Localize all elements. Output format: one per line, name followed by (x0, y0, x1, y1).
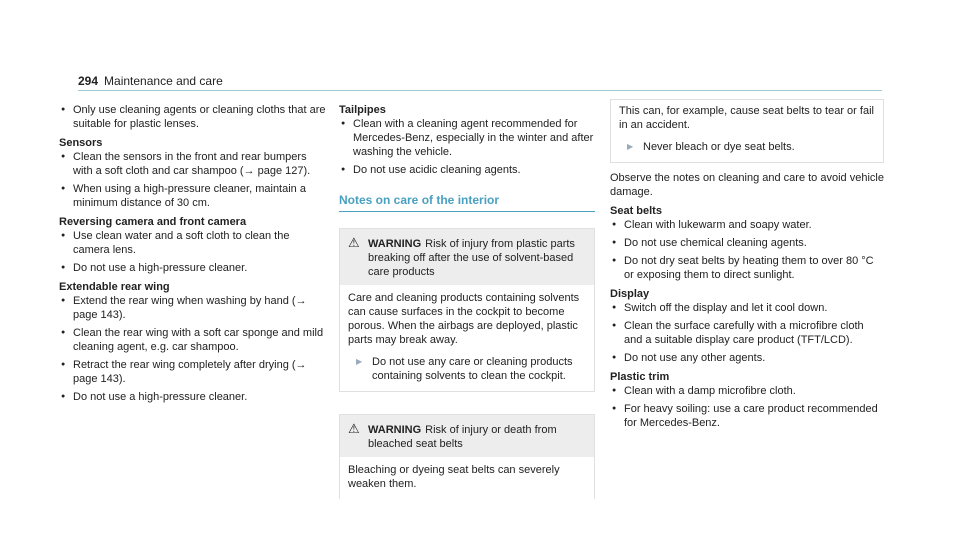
list-item: ● Do not use chemical cleaning agents. (610, 236, 884, 250)
warning-label: WARNING (368, 424, 422, 436)
list-item: ● Do not use a high-pressure cleaner. (59, 390, 327, 404)
warning-box (339, 228, 595, 392)
warning-box (339, 414, 595, 499)
warning-title: Risk of injury or death from bleached seat belts (368, 424, 557, 450)
page-number: 294 (78, 74, 99, 88)
list-item: ● Do not dry seat belts by heating them to over 80 °C or exposing them to direct sunlight. (610, 254, 884, 282)
list-item: ● Only use cleaning agents or cleaning cloths that are suitable for plastic lenses. (59, 103, 327, 131)
list-item: ● Do not use acidic cleaning agents. (339, 163, 595, 177)
column-1 (59, 103, 327, 408)
warning-icon: ⚠ (348, 421, 360, 436)
warning-action: ▶ Never bleach or dye seat belts. (619, 140, 875, 154)
camera-heading: Reversing camera and front camera (59, 216, 247, 228)
list-item: ● When using a high-pressure cleaner, maintain a minimum distance of 30 cm. (59, 182, 327, 210)
warning-body: Bleaching or dyeing seat belts can severely weaken them. (348, 464, 560, 490)
warning-action: ▶ Do not use any care or cleaning products containing solvents to clean the cockpit. (348, 355, 586, 383)
observe-text: Observe the notes on cleaning and care to avoid vehicle damage. (610, 172, 884, 198)
list-item: ● Clean the rear wing with a soft car sponge and mild cleaning agent, e.g. car shampoo. (59, 326, 327, 354)
warning-icon: ⚠ (348, 235, 360, 250)
column-2 (339, 103, 595, 499)
notes-title: Notes on care of the interior (339, 193, 595, 212)
warning-body: Care and cleaning products containing solvents can cause surfaces in the cockpit to become porous. When the airbags are deployed, plastic parts may break away. (348, 292, 580, 346)
list-item: ● Retract the rear wing completely after drying (→ page 143). (59, 358, 327, 386)
plastic-trim-heading: Plastic trim (610, 371, 670, 383)
sensors-heading: Sensors (59, 137, 103, 149)
display-heading: Display (610, 288, 650, 300)
list-item: ● Clean the surface carefully with a microfibre cloth and a suitable display care product (TFT/LCD). (610, 319, 884, 347)
seat-belts-heading: Seat belts (610, 205, 662, 217)
warning-continuation (610, 99, 884, 163)
warning-title: Risk of injury from plastic parts breaking off after the use of solvent-based care products (368, 238, 575, 278)
warning-label: WARNING (368, 238, 422, 250)
header-rule (78, 90, 882, 91)
list-item: ● Extend the rear wing when washing by hand (→ page 143). (59, 294, 327, 322)
warning-body: This can, for example, cause seat belts to tear or fail in an accident. (619, 105, 874, 131)
column-3 (610, 103, 884, 434)
warning-header (340, 229, 594, 285)
section-title: Maintenance and care (104, 74, 223, 88)
rear-wing-heading: Extendable rear wing (59, 281, 170, 293)
list-item: ● Clean with a damp microfibre cloth. (610, 384, 884, 398)
list-item: ● Switch off the display and let it cool down. (610, 301, 884, 315)
list-item: ● Clean with a cleaning agent recommended for Mercedes-Benz, especially in the winter and after washing the vehicle. (339, 117, 595, 159)
list-item: ● Clean with lukewarm and soapy water. (610, 218, 884, 232)
list-item: ● Do not use any other agents. (610, 351, 884, 365)
page-header (78, 74, 223, 88)
list-item: ● Use clean water and a soft cloth to clean the camera lens. (59, 229, 327, 257)
tailpipes-heading: Tailpipes (339, 104, 386, 116)
warning-header (340, 415, 594, 457)
list-item: ● For heavy soiling: use a care product recommended for Mercedes-Benz. (610, 402, 884, 430)
list-item: ● Do not use a high-pressure cleaner. (59, 261, 327, 275)
list-item: ● Clean the sensors in the front and rear bumpers with a soft cloth and car shampoo (→ page 127). (59, 150, 327, 178)
